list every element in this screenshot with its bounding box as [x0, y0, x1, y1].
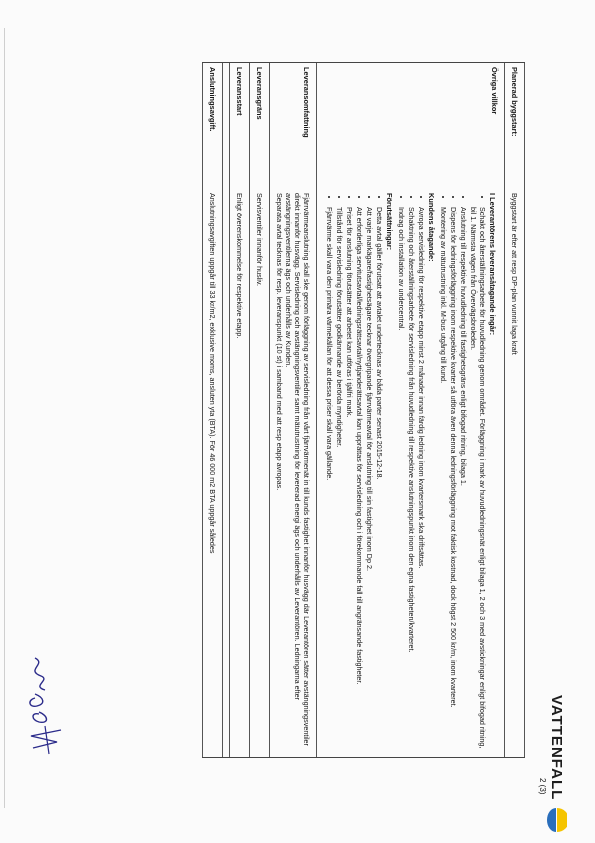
row-value: Servisventiler innanför husliv. [255, 193, 264, 286]
list-item: • Att varje markägare/fastighetsägare tecknar övergripande fjärrvärmeavtal för anslutning till sin fastighet inom Dp 2. [365, 207, 374, 753]
row-value: Enligt överenskommelse för respektive etapp. [235, 193, 244, 339]
brand-name: VATTENFALL [548, 695, 566, 801]
row-label: Leveransgräns [255, 67, 264, 120]
list-item: • Dispens för ledningsförläggning inom respektive kvarter så utföra även denna ledningsförläggning mot faktisk kostnad, dock högst 2 500 kr/m, inom kvarteret. [449, 207, 458, 753]
list-item: • Schaktning och återställningsarbete för servisledning från huvudledning till respektive anslutningspunkt inom den egna fastigheten/kvarteret. [407, 207, 416, 753]
row-label: Leveransstart [235, 67, 244, 116]
scan-edge [4, 28, 5, 808]
bullet-list [325, 193, 384, 753]
bullet-list [397, 193, 426, 753]
table-row [202, 63, 223, 757]
list-item: • Fjärrvärme skall vara den primära värmekällan för att dessa priser skall vara gällande. [325, 207, 334, 753]
spacer [223, 63, 229, 757]
row-value: Byggstart är efter att resp DP-plan vunnit laga kraft [510, 193, 519, 355]
paragraph: Fjärrvärmeanslutning skall ske genom förläggning av servisledning från vårt fjärrvärmenät in till kunds fastighet innanför husvägg där Leverantören sätter avstängningsventiler direkt innanför husvägg. Servisledning och avstängningsventiler samt mätutrustning för levererad energi ägs och underhålls av Leverantören. Ledningarna efter avstängningsventilerna ägs och underhålls av Kunden. [284, 193, 311, 746]
row-label: Leveransomfattning [302, 67, 311, 138]
list-item: • Anslutning till respektive huvudledning till fastighetsgräns enligt bifogad ritning, bilaga 1. [459, 207, 468, 753]
paragraph: Separata avtal tecknas för resp. leveranspunkt (10 st) i samband med att resp etapp avropas. [275, 193, 284, 491]
row-label: Anslutningsavgift. [208, 67, 217, 132]
list-item: • Priset för anslutning förutsätter att arbetet kan utföras i tjälfri mark. [345, 207, 354, 753]
table-row [249, 63, 269, 757]
list-item: • Detta avtal gäller förutsatt att avtalet undertecknas av båda parter senast 2015-12-18. [375, 207, 384, 753]
vattenfall-logo [547, 695, 567, 834]
list-item: • Att erforderliga servitutsavtal/ledningsrättsavtal/nyttjanderättsavtal kan upprättas för servisledning och i förekommande fall till angränsande fastigheter. [355, 207, 364, 753]
table-row [504, 63, 525, 757]
list-item: • Schakt och återställningsarbete för huvudledning genom området. Förläggning i mark av huvudledningsnät enligt bilaga 1, 2 och 3 med avstickningar enligt bifogad ritning, bil 1. Närmsta vägen från Övervägsbroleden. [469, 207, 487, 753]
handwritten-signature [20, 650, 75, 760]
list-item: • Avropa servisledning för respektive etapp minst 2 månader innan färdig ledning inom kvartersmark ska driftsättas. [417, 207, 426, 753]
table-row [269, 63, 316, 757]
row-value [317, 189, 504, 757]
section-title: Förutsättningar: [385, 193, 394, 251]
page-number: 2 (3) [538, 778, 547, 795]
row-label: Övriga villkor [490, 67, 499, 115]
row-label: Planerad byggstart: [510, 67, 519, 137]
section-title: I Leverantörens leveransåtagande ingår: [488, 193, 497, 336]
table-row [316, 63, 504, 757]
bullet-list [439, 193, 487, 753]
contract-table [202, 62, 525, 758]
list-item: • Tillstånd för servisledning förutsätter godkännande av berörda myndigheter. [335, 207, 344, 753]
row-value: Anslutningsavgiften uppgår till 33 kr/m2, exklusive moms, ansluten yta (BTA). För 46 000 m2 BTA uppgår således [208, 193, 217, 554]
section-title: Kundens åtagande: [427, 193, 436, 262]
row-value [270, 189, 316, 757]
list-item: • Indrag och installation av undercentral. [397, 207, 406, 753]
list-item: • Montering av mätutrustning inkl. M-bus utgång till kund. [439, 207, 448, 753]
vattenfall-sun-icon [547, 806, 567, 834]
table-row [229, 63, 249, 757]
